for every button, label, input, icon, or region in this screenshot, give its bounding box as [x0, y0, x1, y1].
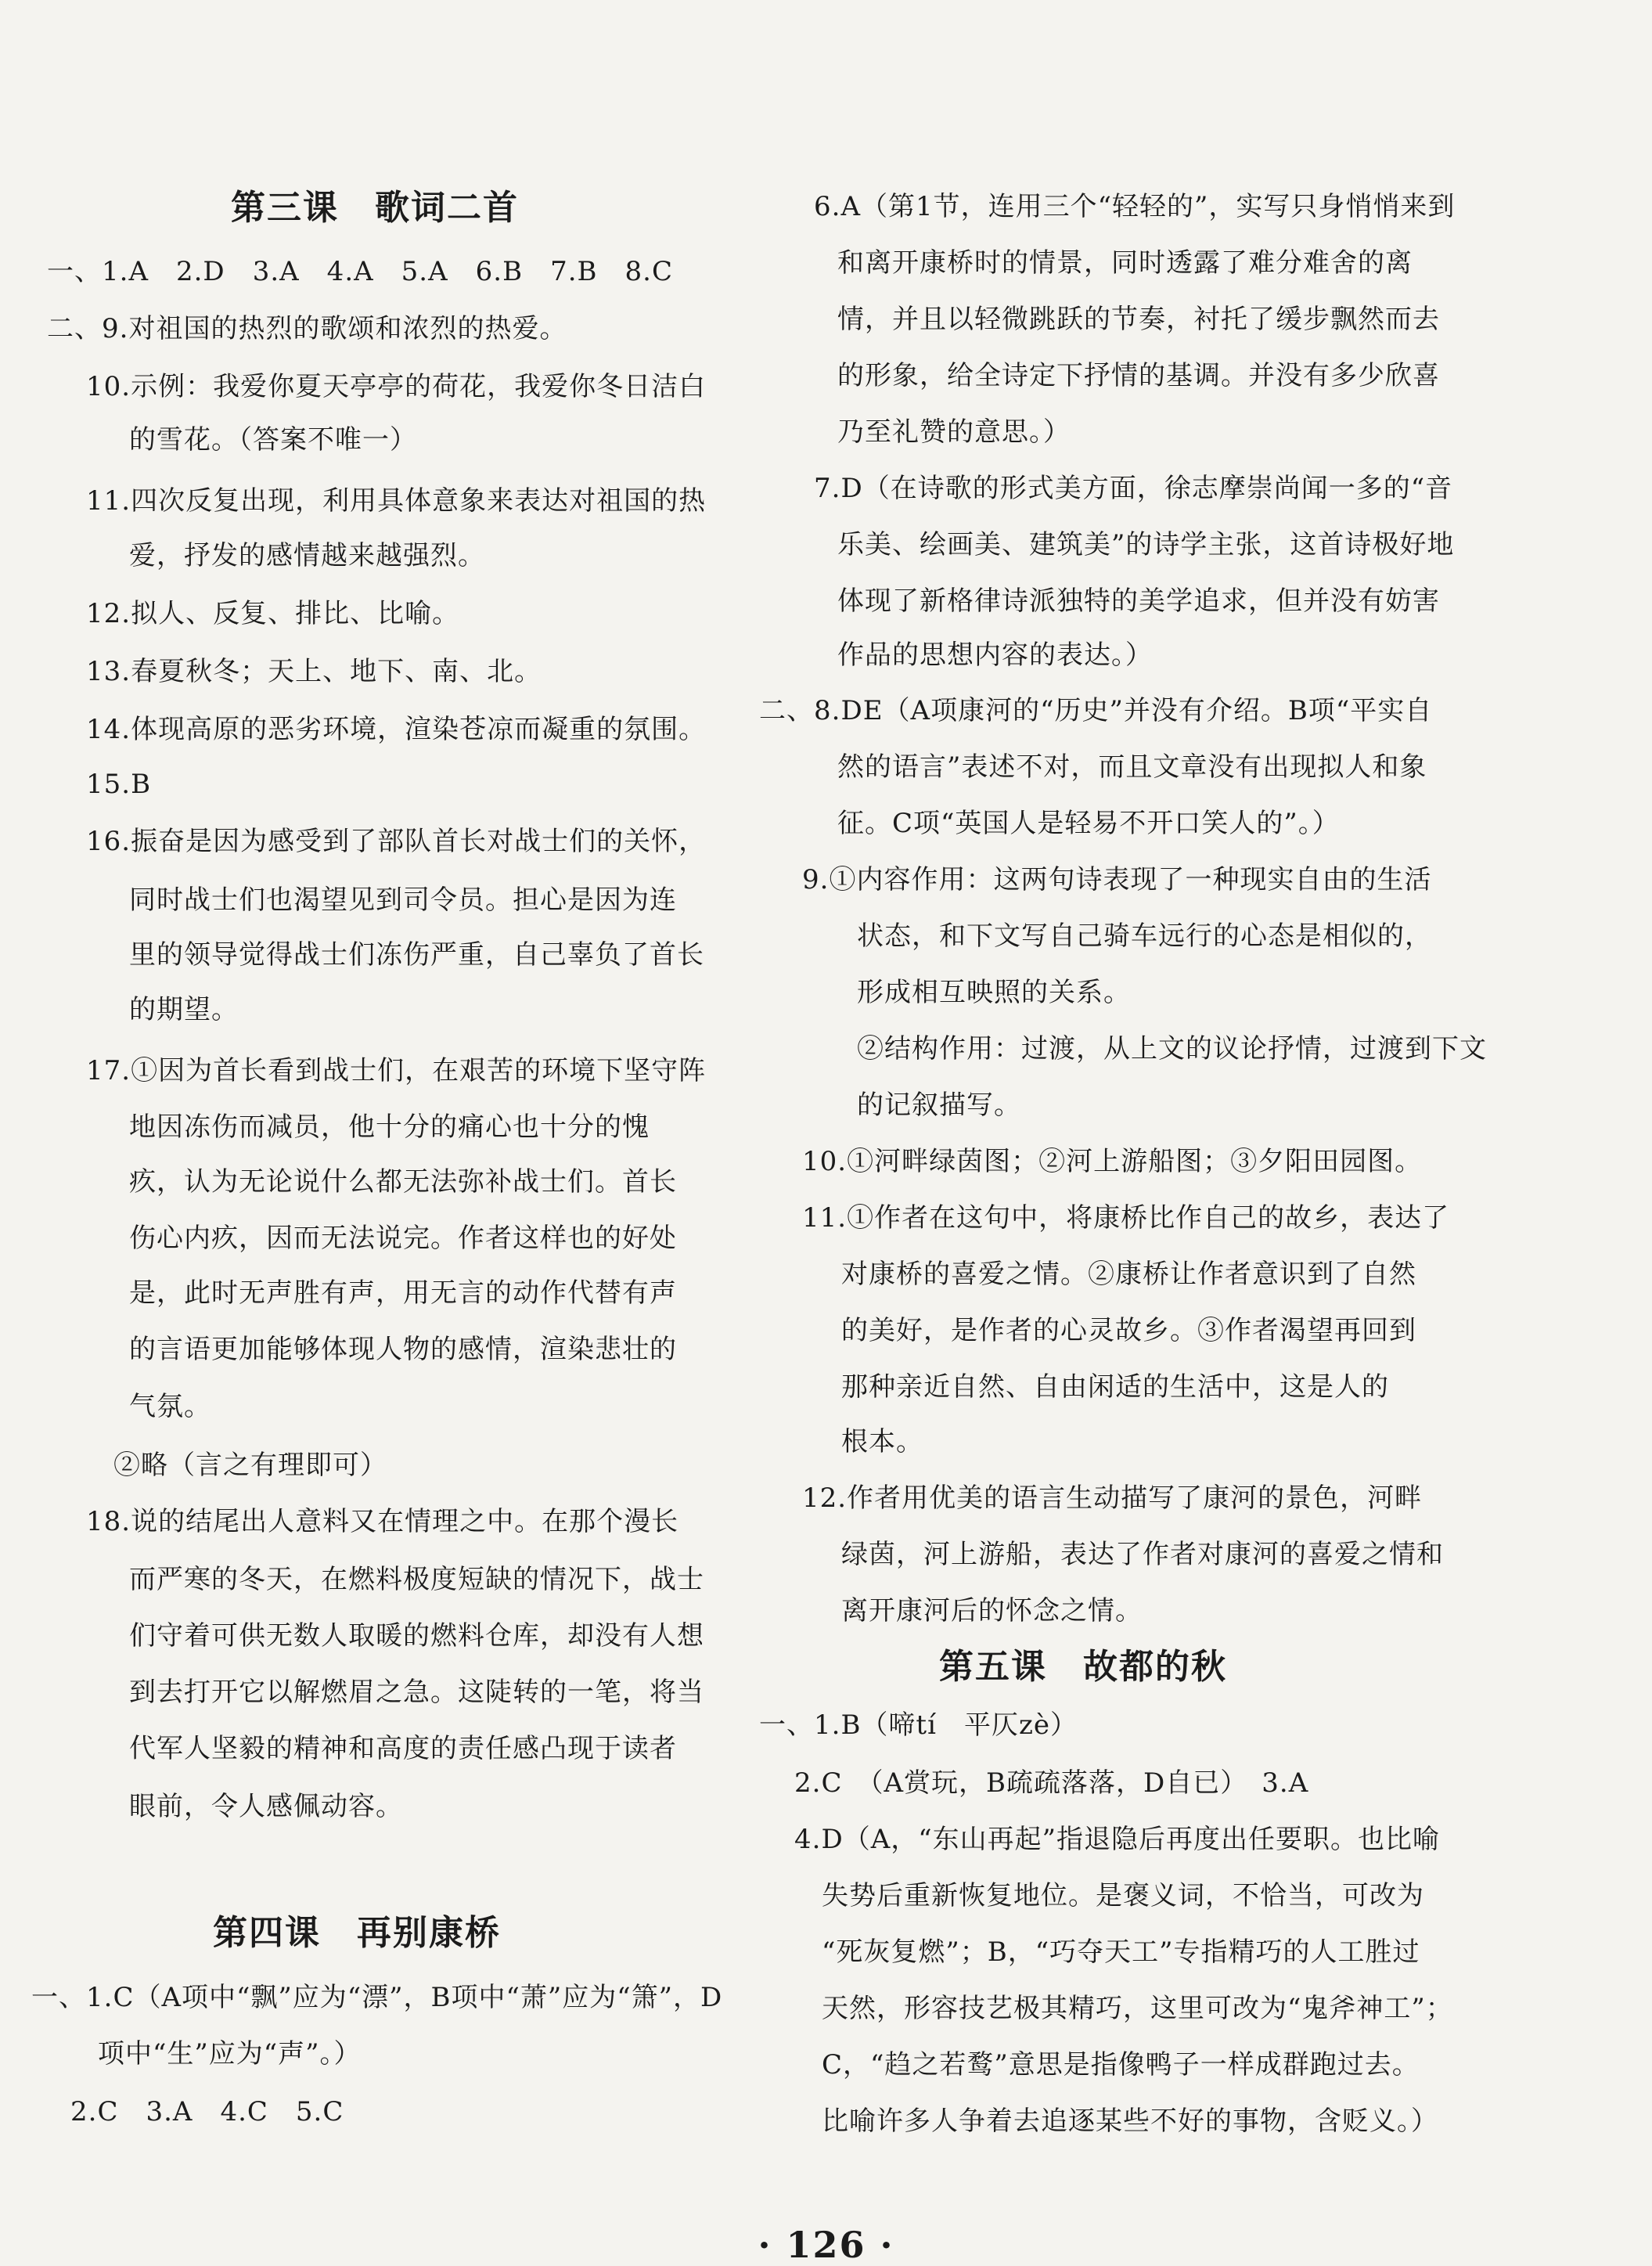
- answer-line: 14.体现高原的恶劣环境，渲染苍凉而凝重的氛围。: [86, 714, 707, 745]
- answer-line: 乃至礼赞的意思。）: [837, 416, 1071, 448]
- answer-line: 一、1.A 2.D 3.A 4.A 5.A 6.B 7.B 8.C: [47, 256, 673, 287]
- answer-line: 到去打开它以解燃眉之急。这陡转的一笔，将当: [129, 1677, 704, 1708]
- answer-line: 11.四次反复出现，利用具体意象来表达对祖国的热: [86, 485, 707, 517]
- page-number: · 126 ·: [758, 2224, 894, 2266]
- answer-line: 里的领导觉得战士们冻伤严重，自己辜负了首长: [129, 939, 704, 971]
- answer-line: 绿茵，河上游船，表达了作者对康河的喜爱之情和: [841, 1539, 1444, 1570]
- answer-line: 2.C 3.A 4.C 5.C: [70, 2096, 344, 2127]
- answer-line: 一、1.B（啼tí 平仄zè）: [759, 1709, 1078, 1741]
- answer-line: 12.作者用优美的语言生动描写了康河的景色，河畔: [802, 1482, 1423, 1514]
- lesson3-heading: 第三课 歌词二首: [231, 188, 519, 228]
- answer-line: 状态，和下文写自己骑车远行的心态是相似的，: [857, 920, 1432, 952]
- lesson4-heading: 第四课 再别康桥: [213, 1913, 501, 1953]
- answer-line: 情，并且以轻微跳跃的节奏，衬托了缓步飘然而去: [837, 304, 1440, 335]
- answer-line: 爱，抒发的感情越来越强烈。: [129, 540, 485, 571]
- answer-line: 天然，形容技艺极其精巧，这里可改为“鬼斧神工”；: [822, 1993, 1453, 2024]
- answer-line: 二、8.DE（A项康河的“历史”并没有介绍。B项“平实自: [759, 695, 1433, 726]
- answer-line: 疚，认为无论说什么都无法弥补战士们。首长: [129, 1166, 677, 1198]
- answer-line: 气氛。: [129, 1391, 211, 1422]
- answer-line: 征。C项“英国人是轻易不开口笑人的”。）: [837, 808, 1340, 839]
- answer-line: 17.①因为首长看到战士们，在艰苦的环境下坚守阵: [86, 1055, 707, 1086]
- answer-line: 和离开康桥时的情景，同时透露了难分难舍的离: [837, 247, 1413, 279]
- answer-line: 11.①作者在这句中，将康桥比作自己的故乡，表达了: [802, 1202, 1450, 1234]
- answer-line: 10.示例：我爱你夏天亭亭的荷花，我爱你冬日洁白: [86, 371, 707, 402]
- answer-line: 16.振奋是因为感受到了部队首长对战士们的关怀，: [86, 826, 707, 857]
- answer-line: 失势后重新恢复地位。是褒义词，不恰当，可改为: [822, 1880, 1424, 1911]
- answer-line: C，“趋之若鹜”意思是指像鸭子一样成群跑过去。: [822, 2049, 1420, 2080]
- answer-line: 离开康河后的怀念之情。: [841, 1595, 1143, 1627]
- answer-line: 那种亲近自然、自由闲适的生活中，这是人的: [841, 1371, 1389, 1403]
- answer-line: 代军人坚毅的精神和高度的责任感凸现于读者: [129, 1733, 677, 1764]
- answer-line: 作品的思想内容的表达。）: [837, 639, 1153, 671]
- answer-line: ②略（言之有理即可）: [113, 1450, 387, 1481]
- answer-line: 而严寒的冬天，在燃料极度短缺的情况下，战士: [129, 1564, 704, 1595]
- answer-line: 同时战士们也渴望见到司令员。担心是因为连: [129, 884, 677, 916]
- answer-line: 6.A（第1节，连用三个“轻轻的”，实写只身悄悄来到: [814, 191, 1456, 222]
- answer-line: 一、1.C（A项中“飘”应为“漂”，B项中“萧”应为“箫”，D: [31, 1982, 723, 2013]
- answer-line: 伤心内疚，因而无法说完。作者这样也的好处: [129, 1223, 677, 1254]
- answer-line: 形成相互映照的关系。: [857, 977, 1131, 1008]
- answer-line: 眼前，令人感佩动容。: [129, 1791, 403, 1822]
- answer-line: 的期望。: [129, 994, 239, 1025]
- answer-line: 然的语言”表述不对，而且文章没有出现拟人和象: [837, 751, 1427, 783]
- answer-line: 的美好，是作者的心灵故乡。③作者渴望再回到: [841, 1315, 1416, 1346]
- answer-line: 乐美、绘画美、建筑美”的诗学主张，这首诗极好地: [837, 529, 1455, 560]
- answer-line: 的雪花。（答案不唯一）: [129, 424, 417, 456]
- answer-line: 们守着可供无数人取暖的燃料仓库，却没有人想: [129, 1620, 704, 1652]
- answer-line: “死灰复燃”；B，“巧夺天工”专指精巧的人工胜过: [822, 1936, 1420, 1968]
- answer-line: 7.D（在诗歌的形式美方面，徐志摩崇尚闻一多的“音: [814, 473, 1453, 504]
- answer-line: ②结构作用：过渡，从上文的议论抒情，过渡到下文: [857, 1033, 1487, 1065]
- answer-line: 10.①河畔绿茵图；②河上游船图；③夕阳田园图。: [802, 1146, 1423, 1177]
- answer-line: 12.拟人、反复、排比、比喻。: [86, 598, 460, 629]
- answer-line: 的形象，给全诗定下抒情的基调。并没有多少欣喜: [837, 360, 1440, 391]
- answer-line: 的记叙描写。: [857, 1090, 1021, 1121]
- answer-line: 2.C （A赏玩，B疏疏落落，D自已） 3.A: [794, 1767, 1309, 1799]
- answer-line: 地因冻伤而减员，他十分的痛心也十分的愧: [129, 1111, 650, 1143]
- answer-line: 项中“生”应为“声”。）: [98, 2038, 362, 2070]
- answer-line: 对康桥的喜爱之情。②康桥让作者意识到了自然: [841, 1259, 1416, 1290]
- answer-line: 是，此时无声胜有声，用无言的动作代替有声: [129, 1277, 677, 1309]
- answer-line: 比喻许多人争着去追逐某些不好的事物，含贬义。）: [822, 2106, 1438, 2137]
- answer-line: 9.①内容作用：这两句诗表现了一种现实自由的生活: [802, 864, 1432, 895]
- answer-line: 根本。: [841, 1426, 923, 1457]
- answer-line: 15.B: [86, 769, 152, 800]
- answer-line: 二、9.对祖国的热烈的歌颂和浓烈的热爱。: [47, 313, 567, 344]
- answer-line: 的言语更加能够体现人物的感情，渲染悲壮的: [129, 1334, 677, 1365]
- answer-line: 13.春夏秋冬；天上、地下、南、北。: [86, 656, 542, 687]
- answer-line: 18.说的结尾出人意料又在情理之中。在那个漫长: [86, 1506, 679, 1537]
- lesson5-heading: 第五课 故都的秋: [939, 1647, 1227, 1687]
- answer-line: 4.D（A，“东山再起”指退隐后再度出任要职。也比喻: [794, 1824, 1441, 1855]
- answer-line: 体现了新格律诗派独特的美学追求，但并没有妨害: [837, 585, 1440, 617]
